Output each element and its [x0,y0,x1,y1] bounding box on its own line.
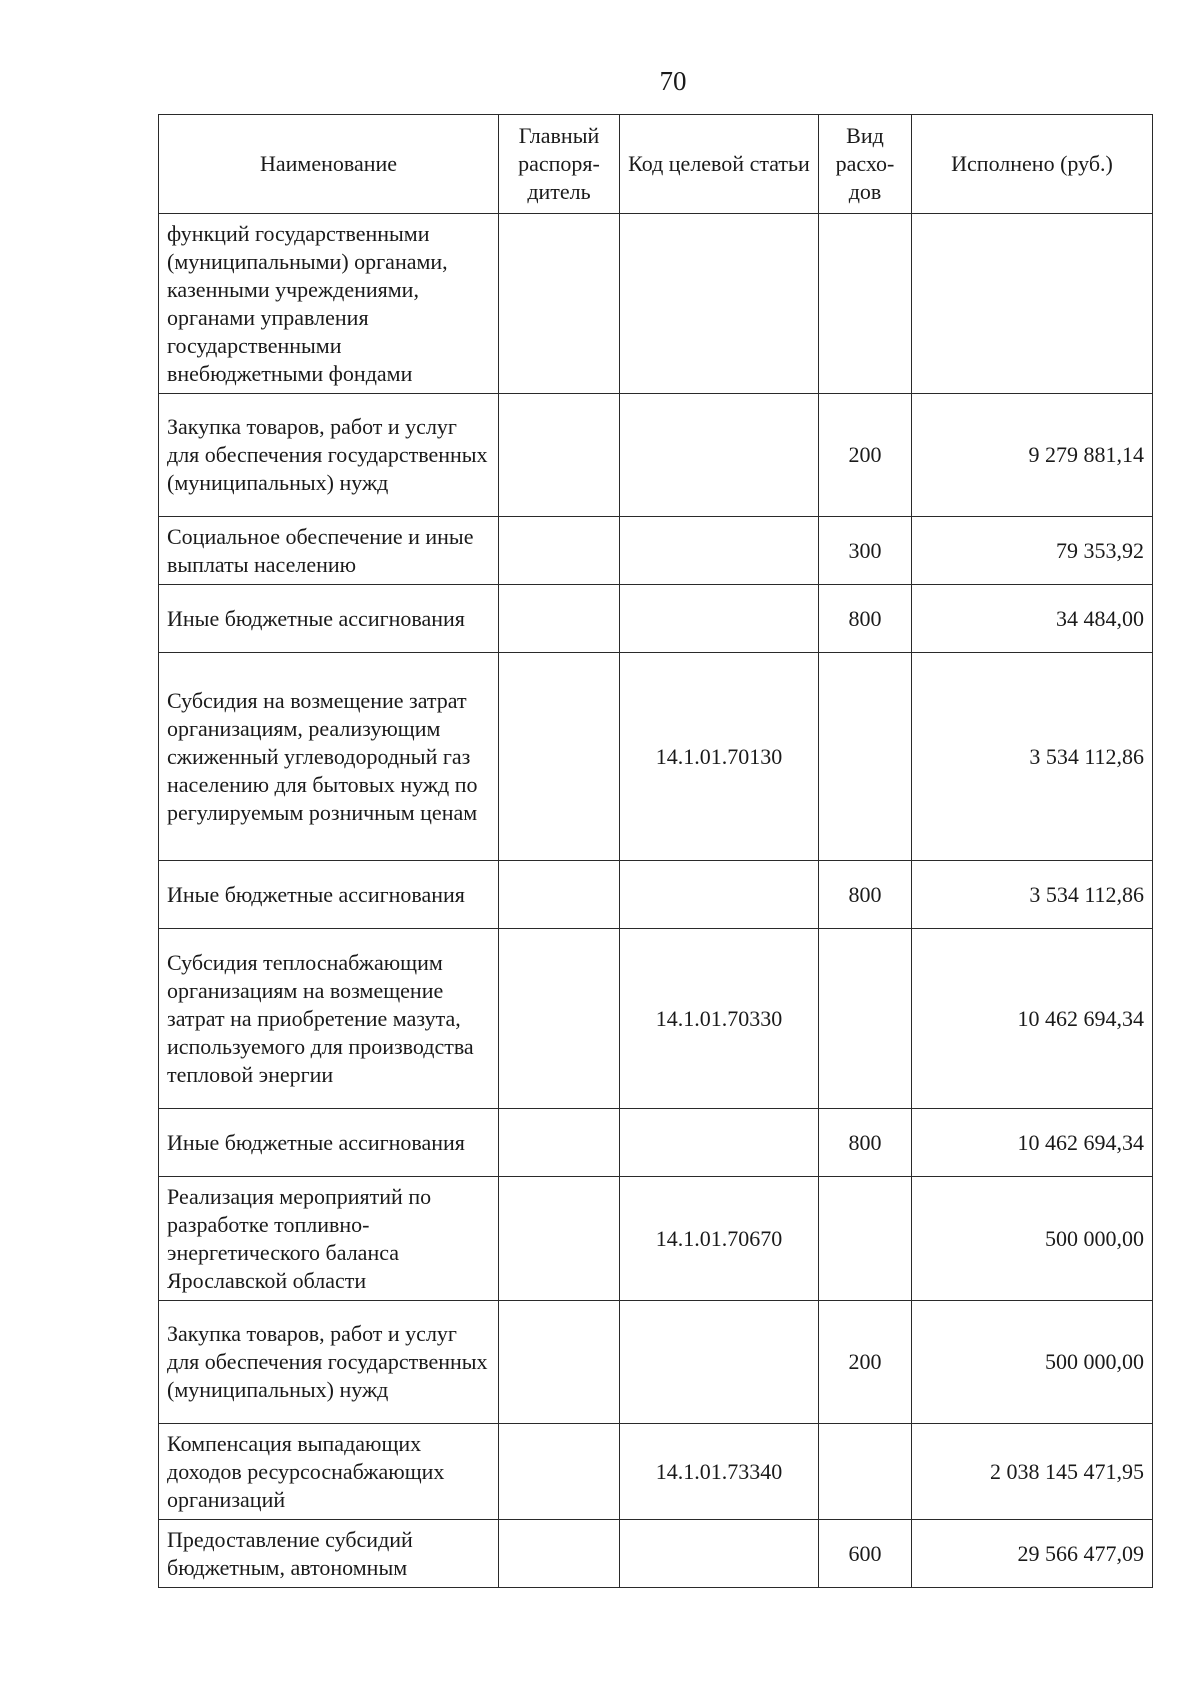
cell-admin [499,929,620,1109]
cell-admin [499,585,620,653]
cell-amount: 3 534 112,86 [912,653,1153,861]
table-row [159,585,1153,653]
cell-code [620,1301,819,1424]
cell-code: 14.1.01.70670 [620,1177,819,1301]
cell-type: 800 [819,1109,912,1177]
cell-code: 14.1.01.73340 [620,1424,819,1520]
cell-type: 800 [819,861,912,929]
cell-type [819,214,912,394]
cell-type: 200 [819,394,912,517]
cell-name: Иные бюджетные ассигнования [159,861,499,929]
cell-name: функций государственными (муниципальными) органами, казенными учреждениями, органами управления государственными внебюджетными фондами [159,214,499,394]
cell-code [620,861,819,929]
budget-execution-table [158,114,1153,1588]
table-row [159,1109,1153,1177]
cell-admin [499,861,620,929]
cell-type: 300 [819,517,912,585]
table-row [159,1301,1153,1424]
cell-code: 14.1.01.70130 [620,653,819,861]
header-expense-type: Вид расхо- дов [819,115,912,214]
cell-admin [499,653,620,861]
cell-type: 800 [819,585,912,653]
cell-admin [499,1424,620,1520]
cell-amount [912,214,1153,394]
cell-code [620,1520,819,1588]
cell-code [620,214,819,394]
cell-type: 600 [819,1520,912,1588]
cell-admin [499,1177,620,1301]
cell-admin [499,517,620,585]
table-row [159,861,1153,929]
table-header-row [159,115,1153,214]
cell-name: Закупка товаров, работ и услуг для обеспечения государственных (муниципальных) нужд [159,1301,499,1424]
cell-amount: 500 000,00 [912,1177,1153,1301]
cell-name: Закупка товаров, работ и услуг для обеспечения государственных (муниципальных) нужд [159,394,499,517]
cell-amount: 10 462 694,34 [912,929,1153,1109]
table-row [159,1520,1153,1588]
cell-admin [499,1520,620,1588]
cell-admin [499,394,620,517]
cell-type [819,1177,912,1301]
cell-amount: 500 000,00 [912,1301,1153,1424]
cell-name: Предоставление субсидий бюджетным, автономным [159,1520,499,1588]
header-name: Наименование [159,115,499,214]
table-row [159,214,1153,394]
cell-amount: 9 279 881,14 [912,394,1153,517]
cell-name: Субсидия на возмещение затрат организациям, реализующим сжиженный углеводородный газ населению для бытовых нужд по регулируемым розничным ценам [159,653,499,861]
cell-admin [499,1301,620,1424]
page-number: 70 [659,66,687,96]
cell-type [819,1424,912,1520]
cell-name: Компенсация выпадающих доходов ресурсоснабжающих организаций [159,1424,499,1520]
cell-name: Иные бюджетные ассигнования [159,1109,499,1177]
cell-type: 200 [819,1301,912,1424]
cell-type [819,653,912,861]
cell-amount: 3 534 112,86 [912,861,1153,929]
table-row [159,653,1153,861]
header-target-article-code: Код целевой статьи [620,115,819,214]
cell-code [620,585,819,653]
header-executed-amount: Исполнено (руб.) [912,115,1153,214]
cell-admin [499,214,620,394]
header-chief-administrator: Главный распоря- дитель [499,115,620,214]
table-row [159,517,1153,585]
cell-amount: 10 462 694,34 [912,1109,1153,1177]
cell-name: Иные бюджетные ассигнования [159,585,499,653]
cell-code [620,517,819,585]
cell-code: 14.1.01.70330 [620,929,819,1109]
cell-name: Субсидия теплоснабжающим организациям на возмещение затрат на приобретение мазута, используемого для производства тепловой энергии [159,929,499,1109]
cell-code [620,1109,819,1177]
table-row [159,929,1153,1109]
cell-name: Социальное обеспечение и иные выплаты населению [159,517,499,585]
cell-amount: 79 353,92 [912,517,1153,585]
cell-type [819,929,912,1109]
cell-amount: 2 038 145 471,95 [912,1424,1153,1520]
table-row [159,1177,1153,1301]
cell-admin [499,1109,620,1177]
table-row [159,394,1153,517]
cell-amount: 34 484,00 [912,585,1153,653]
cell-amount: 29 566 477,09 [912,1520,1153,1588]
cell-code [620,394,819,517]
cell-name: Реализация мероприятий по разработке топливно-энергетического баланса Ярославской области [159,1177,499,1301]
table-row [159,1424,1153,1520]
